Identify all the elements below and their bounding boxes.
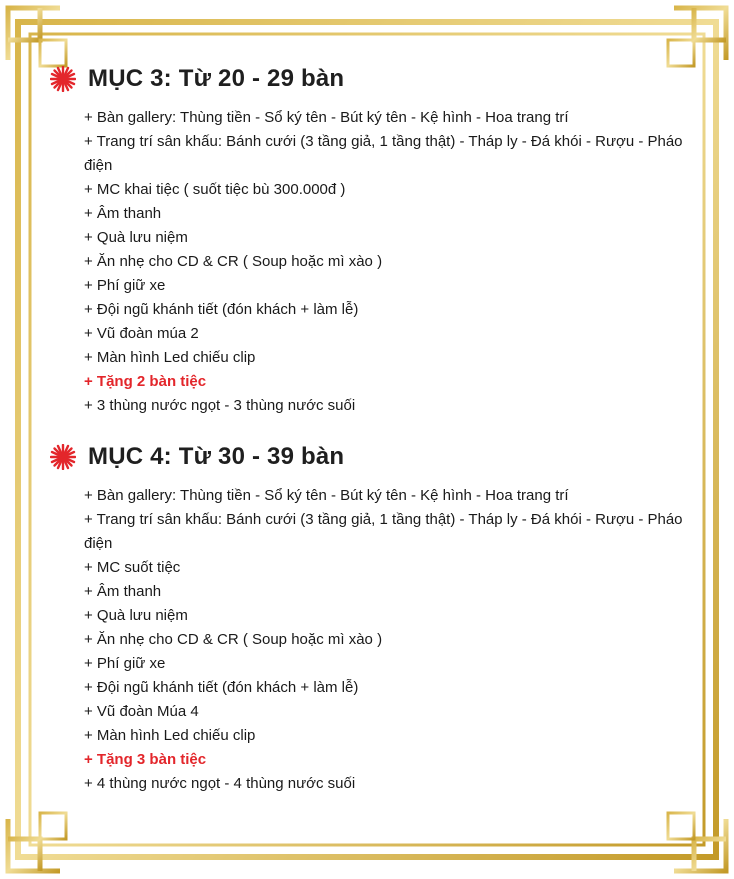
package-list [50,62,690,818]
section-muc-3 [50,62,690,418]
section-title: MỤC 4: Từ 30 - 39 bàn [88,443,345,470]
list-item: + Phí giữ xe [84,655,166,672]
section-heading [50,62,690,96]
item-list [50,484,690,796]
section-title: MỤC 3: Từ 20 - 29 bàn [88,65,345,92]
list-item: + Bàn gallery: Thùng tiền - Sổ ký tên - Bút ký tên - Kệ hình - Hoa trang trí [84,109,569,126]
section-muc-4 [50,440,690,796]
highlight-item: + Tặng 3 bàn tiệc [84,751,207,768]
list-item: + MC suốt tiệc [84,559,181,576]
item-list [50,106,690,418]
list-item: + 4 thùng nước ngọt - 4 thùng nước suối [84,775,356,792]
list-item: + Đội ngũ khánh tiết (đón khách + làm lễ) [84,301,359,318]
list-item: + Trang trí sân khấu: Bánh cưới (3 tầng giả, 1 tầng thật) - Tháp ly - Đá khói - Rượu - Pháo điện [84,133,683,174]
list-item: + Màn hình Led chiếu clip [84,727,256,744]
list-item: + 3 thùng nước ngọt - 3 thùng nước suối [84,397,356,414]
list-item: + Bàn gallery: Thùng tiền - Sổ ký tên - Bút ký tên - Kệ hình - Hoa trang trí [84,487,569,504]
highlight-item: + Tặng 2 bàn tiệc [84,373,207,390]
list-item: + Quà lưu niệm [84,607,188,624]
list-item: + Trang trí sân khấu: Bánh cưới (3 tầng giả, 1 tầng thật) - Tháp ly - Đá khói - Rượu - Pháo điện [84,511,683,552]
list-item: + Vũ đoàn múa 2 [84,325,199,342]
list-item: + Âm thanh [84,583,162,600]
list-item: + Phí giữ xe [84,277,166,294]
list-item: + Âm thanh [84,205,162,222]
section-heading [50,440,690,474]
list-item: + MC khai tiệc ( suốt tiệc bù 300.000đ ) [84,181,346,198]
list-item: + Vũ đoàn Múa 4 [84,703,199,720]
red-starburst-icon [50,444,76,470]
list-item: + Quà lưu niệm [84,229,188,246]
list-item: + Ăn nhẹ cho CD & CR ( Soup hoặc mì xào ) [84,631,383,648]
red-starburst-icon [50,66,76,92]
list-item: + Đội ngũ khánh tiết (đón khách + làm lễ) [84,679,359,696]
list-item: + Ăn nhẹ cho CD & CR ( Soup hoặc mì xào ) [84,253,383,270]
list-item: + Màn hình Led chiếu clip [84,349,256,366]
